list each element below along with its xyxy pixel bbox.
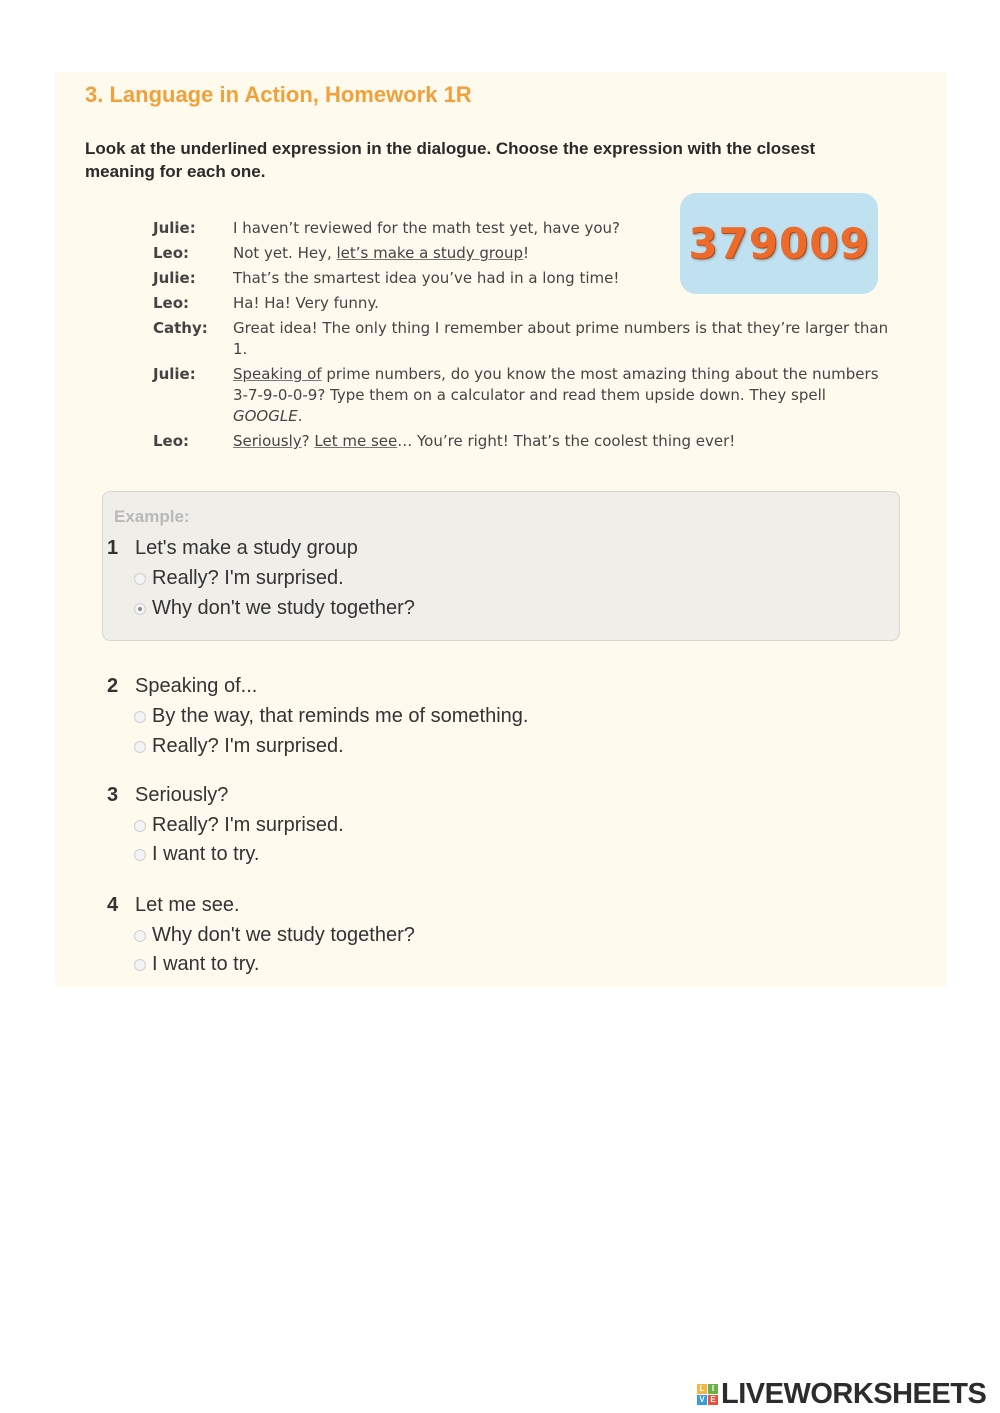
speaker: Leo:: [153, 294, 190, 312]
instructions: Look at the underlined expression in the dialogue. Choose the expression with the closest meaning for each one.: [85, 139, 816, 181]
logo-mark-square: V: [697, 1395, 707, 1405]
option-label: I want to try.: [152, 843, 260, 865]
underlined-expression: Speaking of: [233, 365, 322, 383]
dialogue-line: [153, 364, 893, 427]
dialogue-line: [153, 293, 893, 314]
text-segment: .: [297, 407, 303, 425]
page-title: 3. Language in Action, Homework 1R: [85, 82, 472, 107]
question-number: 3: [107, 784, 119, 806]
calculator-display: 379009: [688, 219, 870, 268]
question-1: [107, 537, 358, 560]
radio-button[interactable]: [134, 741, 146, 753]
logo-mark-icon: [697, 1384, 718, 1405]
question-3: [107, 784, 228, 807]
radio-button-selected[interactable]: [134, 603, 146, 615]
option-label: Really? I'm surprised.: [152, 735, 344, 757]
option[interactable]: [134, 597, 415, 620]
question-4: [107, 894, 240, 917]
radio-button[interactable]: [134, 930, 146, 942]
example-label: Example:: [114, 507, 190, 526]
option[interactable]: [134, 953, 259, 976]
dialogue-line: [153, 218, 893, 239]
text-segment: Not yet. Hey,: [233, 244, 337, 262]
logo-mark-square: E: [708, 1395, 718, 1405]
option-label: Really? I'm surprised.: [152, 814, 344, 836]
question-prompt: Seriously?: [135, 784, 229, 806]
option[interactable]: [134, 705, 528, 728]
speaker: Julie:: [153, 269, 196, 287]
line-text: Great idea! The only thing I remember about prime numbers is that they’re larger than 1.: [233, 319, 889, 358]
logo-mark-square: L: [697, 1384, 707, 1394]
speaker: Julie:: [153, 219, 196, 237]
option-label: Really? I'm surprised.: [152, 567, 344, 589]
line-text: Ha! Ha! Very funny.: [233, 294, 379, 312]
dialogue: [153, 218, 893, 456]
question-prompt: Let's make a study group: [135, 537, 358, 559]
text-segment: ?: [301, 432, 315, 450]
option[interactable]: [134, 567, 344, 590]
option[interactable]: [134, 814, 344, 837]
logo-mark-square: I: [708, 1384, 718, 1394]
logo-text: LIVEWORKSHEETS: [721, 1378, 987, 1410]
question-number: 2: [107, 675, 119, 697]
option-label: Why don't we study together?: [152, 924, 415, 946]
option[interactable]: [134, 924, 415, 947]
text-segment: … You’re right! That’s the coolest thing ever!: [397, 432, 736, 450]
question-prompt: Let me see.: [135, 894, 240, 916]
text-segment: GOOGLE: [233, 407, 298, 425]
speaker: Cathy:: [153, 319, 208, 337]
speaker: Leo:: [153, 432, 190, 450]
text-segment: !: [522, 244, 529, 262]
question-prompt: Speaking of...: [135, 675, 258, 697]
line-text: [233, 243, 893, 264]
radio-button[interactable]: [134, 573, 146, 585]
speaker: Leo:: [153, 244, 190, 262]
radio-button[interactable]: [134, 849, 146, 861]
question-2: [107, 675, 257, 698]
option[interactable]: [134, 735, 344, 758]
line-text: [233, 431, 893, 452]
dialogue-line: [153, 243, 893, 264]
liveworksheets-logo: [697, 1378, 986, 1411]
line-text: [233, 364, 893, 427]
dialogue-line: [153, 431, 893, 452]
underlined-expression: Let me see: [314, 432, 398, 450]
question-number: 1: [107, 537, 119, 559]
line-text: I haven’t reviewed for the math test yet, have you?: [233, 219, 620, 237]
dialogue-line: [153, 318, 893, 360]
text-segment: prime numbers, do you know the most amazing thing about the numbers 3-7-9-0-0-9? Type them on a calculator and read them upside down. They spell: [233, 365, 879, 404]
dialogue-line: [153, 268, 893, 289]
underlined-expression: let’s make a study group: [336, 244, 523, 262]
speaker: Julie:: [153, 365, 196, 383]
question-number: 4: [107, 894, 119, 916]
option-label: I want to try.: [152, 953, 260, 975]
line-text: That’s the smartest idea you’ve had in a long time!: [233, 269, 620, 287]
radio-button[interactable]: [134, 959, 146, 971]
option[interactable]: [134, 843, 259, 866]
option-label: Why don't we study together?: [152, 597, 415, 619]
option-label: By the way, that reminds me of something.: [152, 705, 529, 727]
underlined-expression: Seriously: [233, 432, 302, 450]
radio-button[interactable]: [134, 711, 146, 723]
radio-button[interactable]: [134, 820, 146, 832]
